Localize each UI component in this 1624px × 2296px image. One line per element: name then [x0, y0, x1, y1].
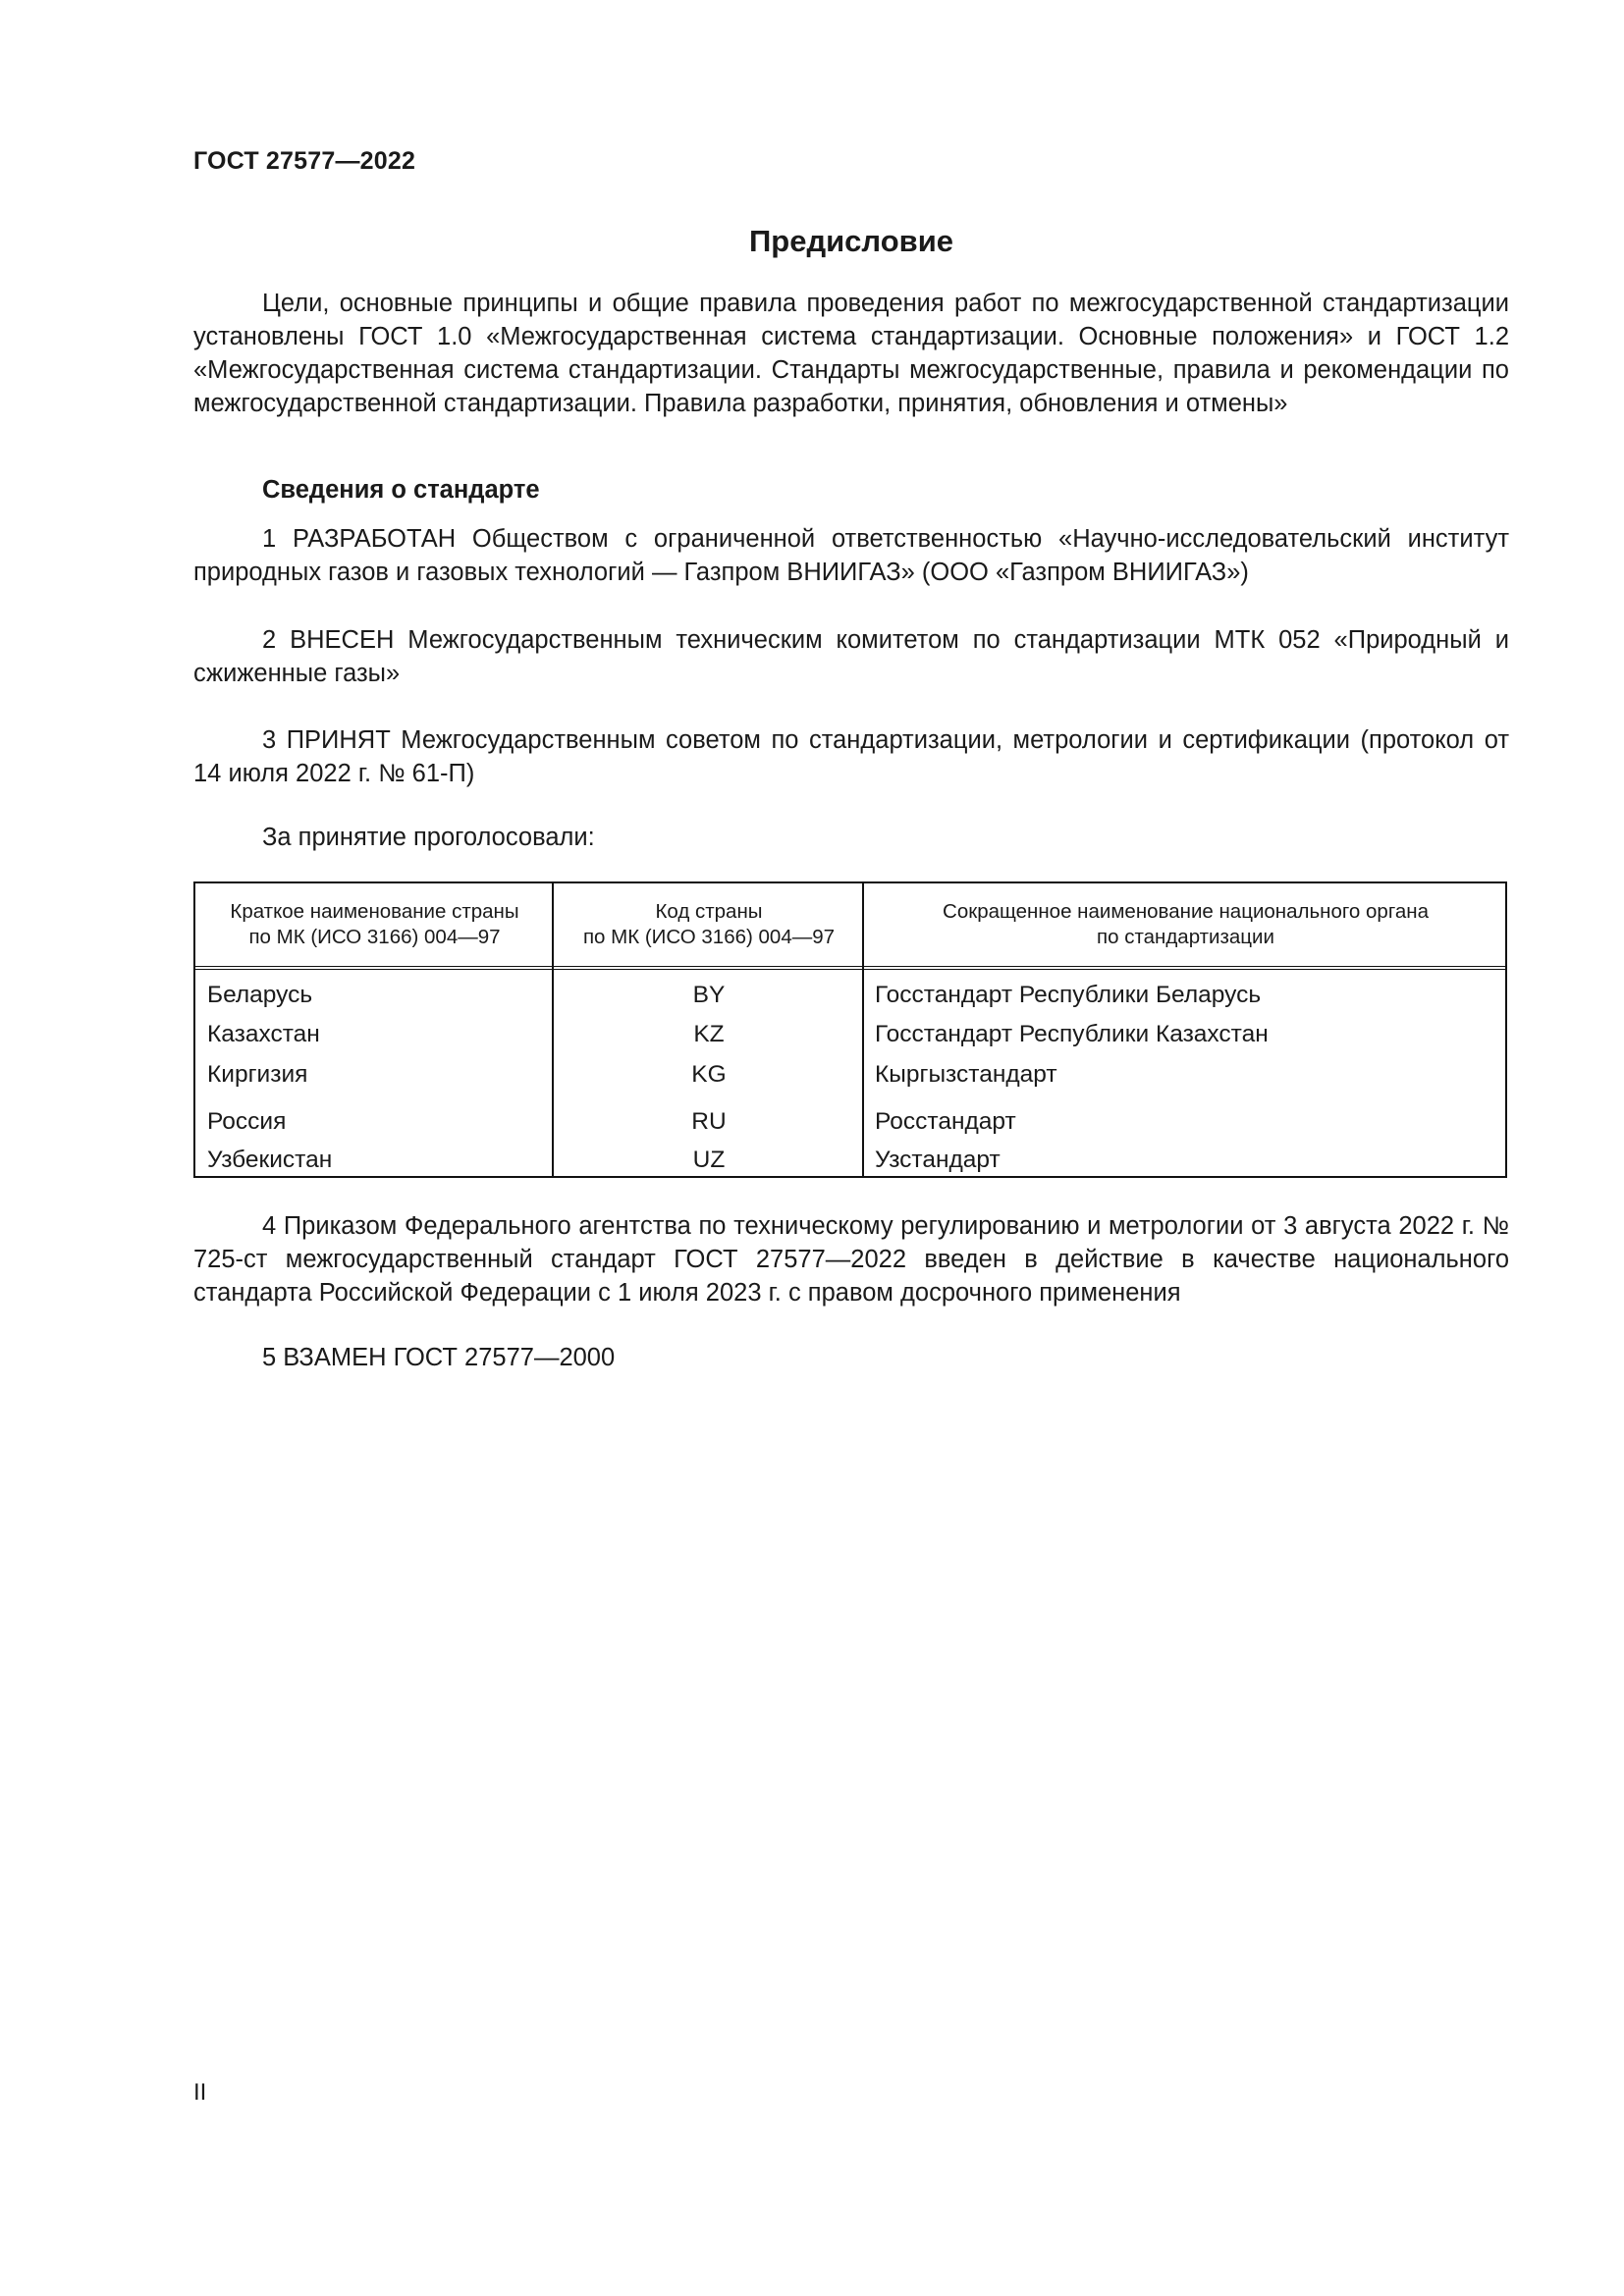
item-2-block	[193, 623, 1509, 690]
table-row	[195, 1141, 1505, 1180]
table-header-country: Краткое наименование страны по МК (ИСО 3166) 004—97	[230, 900, 519, 948]
cell-body: Госстандарт Республики Беларусь	[875, 982, 1262, 1008]
cell-code: UZ	[692, 1147, 726, 1173]
page-number: II	[193, 2079, 207, 2106]
table-header-body: Сокращенное наименование национального органа по стандартизации	[943, 900, 1429, 948]
cell-country: Казахстан	[207, 1021, 320, 1047]
cell-code: KG	[691, 1061, 727, 1088]
document-code: ГОСТ 27577—2022	[193, 147, 416, 175]
voted-line: За принятие проголосовали:	[262, 824, 595, 851]
cell-code: RU	[691, 1108, 727, 1135]
item-1-block	[193, 522, 1509, 589]
table-header	[195, 883, 1505, 970]
item-introduced: 2 ВНЕСЕН Межгосударственным техническим комитетом по стандартизации МТК 052 «Природный и сжиженные газы»	[193, 626, 1509, 687]
intro-block	[193, 287, 1509, 420]
table-row	[195, 1015, 1505, 1054]
cell-code: BY	[692, 982, 726, 1008]
voting-table	[193, 881, 1507, 1178]
cell-country: Россия	[207, 1108, 287, 1135]
info-heading: Сведения о стандарте	[262, 476, 540, 504]
item-3-block	[193, 723, 1509, 790]
item-replaces: 5 ВЗАМЕН ГОСТ 27577—2000	[262, 1344, 616, 1371]
cell-body: Госстандарт Республики Казахстан	[875, 1021, 1269, 1047]
table-row	[195, 1102, 1505, 1142]
item-developed: 1 РАЗРАБОТАН Обществом с ограниченной ответственностью «Научно-исследовательский институт природных газов и газовых технологий — Газпром ВНИИГАЗ» (ООО «Газпром ВНИИГАЗ»)	[193, 525, 1509, 586]
table-row	[195, 1055, 1505, 1095]
cell-body: Кыргызстандарт	[875, 1061, 1057, 1088]
cell-country: Беларусь	[207, 982, 313, 1008]
page-title: Предисловие	[748, 224, 953, 258]
cell-country: Киргизия	[207, 1061, 308, 1088]
item-adopted: 3 ПРИНЯТ Межгосударственным советом по стандартизации, метрологии и сертификации (протокол от 14 июля 2022 г. № 61-П)	[193, 726, 1509, 787]
table-row	[195, 976, 1505, 1015]
item-order: 4 Приказом Федерального агентства по техническому регулированию и метрологии от 3 августа 2022 г. № 725-ст межгосударственный стандарт ГОСТ 27577—2022 введен в действие в качестве национального стандарта Российской Федерации с 1 июля 2023 г. с правом досрочного применения	[193, 1212, 1509, 1307]
cell-body: Узстандарт	[875, 1147, 1001, 1173]
item-4-block	[193, 1209, 1509, 1309]
table-header-code: Код страны по МК (ИСО 3166) 004—97	[582, 900, 836, 948]
cell-body: Росстандарт	[875, 1108, 1016, 1135]
cell-country: Узбекистан	[207, 1147, 333, 1173]
intro-paragraph: Цели, основные принципы и общие правила проведения работ по межгосударственной стандартизации установлены ГОСТ 1.0 «Межгосударственная система стандартизации. Основные положения» и ГОСТ 1.2 «Межгосударственная система стандартизации. Стандарты межгосударственные, правила и рекомендации по межгосударственной стандартизации. Правила разработки, принятия, обновления и отмены»	[193, 290, 1509, 417]
cell-code: KZ	[693, 1021, 725, 1047]
